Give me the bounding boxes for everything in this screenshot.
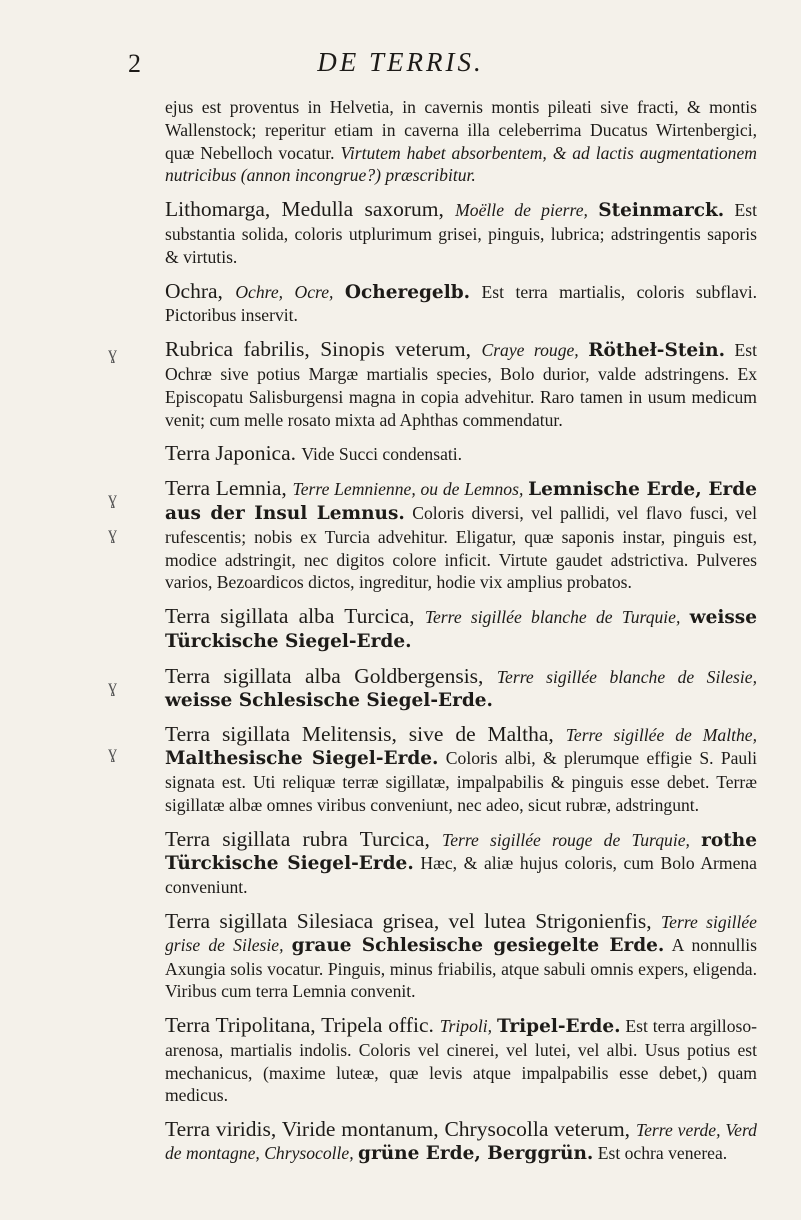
paragraph-1: Lithomarga, Medulla saxorum, Moëlle de pierre, Steinmarck. Est substantia solida, coloris utplurimum grisei, pinguis, lubrica; adstringentis saporis & virtutis.: [165, 197, 758, 267]
paragraph-11: Terra Tripolitana, Tripela offic. Tripoli, Tripel-Erde. Est terra argilloso-arenosa, martialis indolis. Coloris vel cinerei, vel lutei, vel albi. Usus potius est mechanicus, (maxime luteæ, quæ levis atque impalpabilis esse debet,) quam medicus.: [165, 1013, 757, 1106]
margin-mark: ɣ: [108, 676, 117, 696]
paragraph-5: Terra Lemnia, Terre Lemnienne, ou de Lemnos, Lemnische Erde, Erde aus der Insul Lemnus. Coloris diversi, vel pallidi, vel flavo fusci, vel rufescentis; nobis ex Turcia advehitur. Eligatur, quæ saponis instar, pinguis est, modice adstringit, nec digitos colore inficit. Virtute gaudet adstrictiva. Pulveres varios, Bezoardicos dictos, ingreditur, hodie vix amplius probatos.: [165, 476, 757, 593]
margin-mark: ɣ: [108, 488, 117, 508]
paragraph-10: Terra sigillata Silesiaca grisea, vel lutea Strigonienfis, Terre sigillée grise de Silesie, graue Schlesische gesiegelte Erde. A nonnullis Axungia solis vocatur. Pinguis, minus friabilis, atque sabuli omnis expers, eligenda. Viribus cum terra Lemnia convenit.: [165, 908, 757, 1002]
paragraph-9: Terra sigillata rubra Turcica, Terre sigillée rouge de Turquie, rothe Türckische Siegel-Erde. Hæc, & aliæ hujus coloris, cum Bolo Armena conveniunt.: [165, 826, 758, 898]
paragraph-2: Ochra, Ochre, Ocre, Ocheregelb. Est terra martialis, coloris subflavi. Pictoribus inservit.: [165, 278, 757, 326]
page-body: [165, 96, 757, 1177]
paragraph-7: Terra sigillata alba Goldbergensis, Terre sigillée blanche de Silesie, weisse Schlesische Siegel-Erde.: [165, 663, 757, 711]
paragraph-6: Terra sigillata alba Turcica, Terre sigillée blanche de Turquie, weisse Türckische Siegel-Erde.: [165, 604, 757, 652]
margin-mark: ɣ: [108, 343, 117, 363]
page-header: [0, 47, 801, 87]
margin-mark: ɣ: [108, 742, 117, 762]
paragraph-8: Terra sigillata Melitensis, sive de Maltha, Terre sigillée de Malthe, Malthesische Siegel-Erde. Coloris albi, & plerumque effigie S. Pauli signata est. Uti reliquæ terræ sigillatæ, impalpabilis & pinguis esse debet. Terræ sigillatæ albæ omnes viribus conveniunt, nec adeo, sicut rubræ, adstringunt.: [165, 722, 758, 815]
page-number: 2: [128, 49, 141, 78]
paragraph-12: Terra viridis, Viride montanum, Chrysocolla veterum, Terre verde, Verd de montagne, Chrysocolle, grüne Erde, Berggrün. Est ochra venerea.: [165, 1117, 757, 1165]
paragraph-4: Terra Japonica. Vide Succi condensati.: [165, 441, 463, 466]
margin-mark: ɣ: [108, 523, 117, 543]
paragraph-3: Rubrica fabrilis, Sinopis veterum, Craye rouge, Rötheł-Stein. Est Ochræ sive potius Margæ martialis species, Bolo durior, valde adstringens. Ex Episcopatu Salisburgensi magna in copia advehitur. Raro tamen in usum medicum venit; cum melle rosato mixta ad Aphthas commendatur.: [165, 337, 758, 430]
running-head: DE TERRIS.: [317, 47, 484, 77]
paragraph-0: ejus est proventus in Helvetia, in cavernis montis pileati sive fracti, & montis Wallenstock; reperitur etiam in caverna illa celeberrima Ducatus Wirtenbergici, quæ Nebelloch vocatur. Virtutem habet absorbentem, & ad lactis augmentationem nutricibus (annon incongrue?) præscribitur.: [165, 97, 757, 186]
